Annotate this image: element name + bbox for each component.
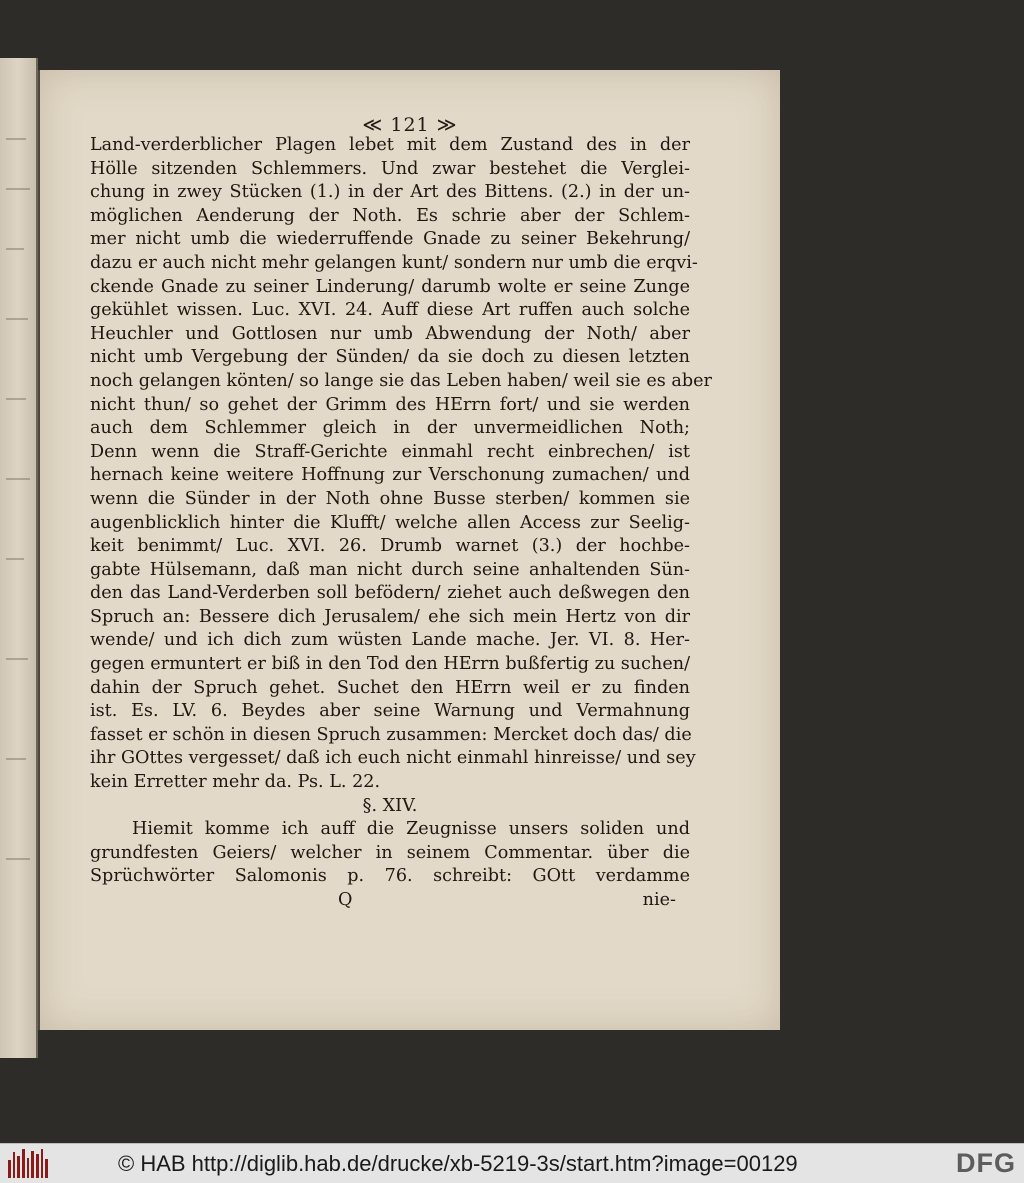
copyright-link[interactable]: © HAB http://diglib.hab.de/drucke/xb-5219-3s/start.htm?image=00129: [118, 1151, 798, 1176]
hab-logo-icon: [8, 1149, 48, 1178]
text-line: keit benimmt/ Luc. XVI. 26. Drumb warnet (3.) der hochbe-: [90, 536, 690, 557]
book-page: [38, 70, 780, 1030]
text-line: Denn wenn die Straff-Gerichte einmahl recht einbrechen/ ist: [90, 441, 690, 462]
text-line: augenblicklich hinter die Klufft/ welche allen Access zur Seelig-: [90, 512, 690, 533]
left-page-edge: [0, 58, 38, 1058]
text-line: Hölle sitzenden Schlemmers. Und zwar bestehet die Verglei-: [90, 158, 690, 179]
text-line: grundfesten Geiers/ welcher in seinem Commentar. über die: [90, 842, 690, 863]
text-line: hernach keine weitere Hoffnung zur Verschonung zumachen/ und: [90, 465, 690, 486]
text-line: Land-verderblicher Plagen lebet mit dem Zustand des in der: [90, 135, 690, 155]
text-line: wenn die Sünder in der Noth ohne Busse sterben/ kommen sie: [90, 488, 690, 509]
text-line: noch gelangen könten/ so lange sie das Leben haben/ weil sie es aber: [90, 370, 712, 391]
text-line: auch dem Schlemmer gleich in der unvermeidlichen Noth;: [90, 418, 690, 439]
text-line: den das Land-Verderben soll befödern/ ziehet auch deßwegen den: [90, 583, 690, 604]
text-line: wende/ und ich dich zum wüsten Lande mache. Jer. VI. 8. Her-: [90, 630, 690, 651]
text-line: möglichen Aenderung der Noth. Es schrie aber der Schlem-: [90, 205, 690, 226]
catchword: nie-: [642, 890, 676, 910]
text-line: gegen ermuntert er biß in den Tod den HErrn bußfertig zu suchen/: [90, 654, 690, 675]
text-line: Spruch an: Bessere dich Jerusalem/ ehe sich mein Hertz von dir: [90, 606, 690, 627]
text-line: Hiemit komme ich auff die Zeugnisse unsers soliden und: [132, 819, 690, 840]
text-line: dazu er auch nicht mehr gelangen kunt/ sondern nur umb die erqvi-: [90, 252, 698, 273]
text-line: ist. Es. LV. 6. Beydes aber seine Warnung und Vermahnung: [90, 701, 690, 722]
text-line: gabte Hülsemann, daß man nicht durch seine anhaltenden Sün-: [90, 559, 690, 580]
text-line: Heuchler und Gottlosen nur umb Abwendung der Noth/ aber: [90, 323, 690, 344]
footer-bar: [0, 1143, 1024, 1183]
text-line: dahin der Spruch gehet. Suchet den HErrn weil er zu finden: [90, 677, 690, 698]
text-line: ckende Gnade zu seiner Linderung/ darumb wolte er seine Zunge: [90, 276, 690, 297]
text-line: nicht thun/ so gehet der Grimm des HErrn fort/ und sie werden: [90, 394, 690, 415]
text-line: fasset er schön in diesen Spruch zusammen: Mercket doch das/ die: [90, 724, 692, 745]
text-line: kein Erretter mehr da. Ps. L. 22.: [90, 772, 381, 793]
catchword-line: [90, 889, 690, 913]
text-line: Sprüchwörter Salomonis p. 76. schreibt: GOtt verdamme: [90, 866, 690, 887]
dfg-logo: DFG: [956, 1148, 1016, 1178]
section-heading: §. XIV.: [362, 795, 418, 816]
text-line: nicht umb Vergebung der Sünden/ da sie doch zu diesen letzten: [90, 347, 690, 368]
text-line: mer nicht umb die wiederruffende Gnade zu seiner Bekehrung/: [90, 229, 690, 250]
text-line: chung in zwey Stücken (1.) in der Art des Bittens. (2.) in der un-: [90, 182, 690, 203]
page-text: [90, 134, 712, 913]
text-line: gekühlet wissen. Luc. XVI. 24. Auff diese Art ruffen auch solche: [90, 300, 690, 321]
page-number: ≪ 121 ≫: [362, 114, 458, 136]
text-line: ihr GOttes vergesset/ daß ich euch nicht einmahl hinreisse/ und sey: [90, 748, 696, 769]
signature-mark: Q: [338, 890, 353, 910]
